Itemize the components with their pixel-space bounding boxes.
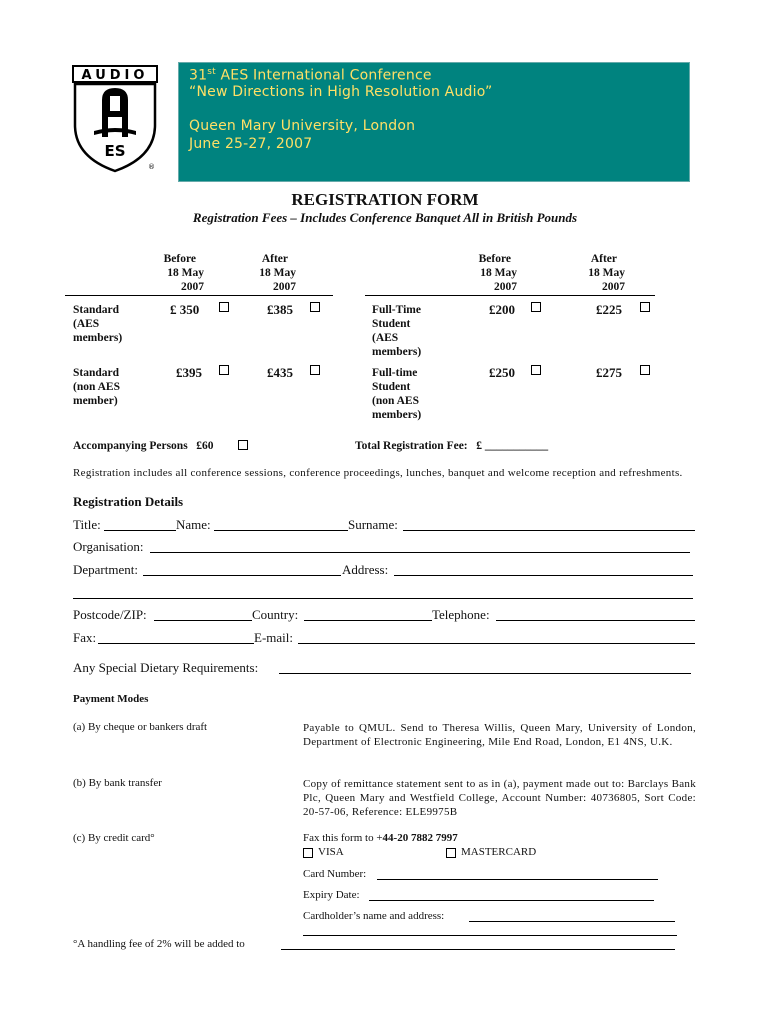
cardholder-field-line-2[interactable] <box>303 922 677 936</box>
name-label: Name: <box>176 517 211 532</box>
department-label: Department: <box>73 562 138 577</box>
fee-student-non-aes-after: £275 <box>596 365 622 380</box>
country-field[interactable] <box>304 607 432 621</box>
logo-top-text: AUDIO <box>81 68 149 83</box>
expiry-date-label: Expiry Date: <box>303 889 360 901</box>
title-label: Title: <box>73 517 101 532</box>
country-label: Country: <box>252 607 299 622</box>
fee-label-standard-non-aes: Standard (non AES member) <box>73 367 120 407</box>
handling-fee-line <box>281 936 675 950</box>
cardholder-label: Cardholder’s name and address: <box>303 910 445 922</box>
total-registration-fee: Total Registration Fee: £ ___________ <box>355 440 549 452</box>
fee-student-aes-before: £200 <box>489 302 515 317</box>
fax-label: Fax: <box>73 630 97 645</box>
credit-card-label: (c) By credit card° <box>73 832 155 844</box>
form-title: REGISTRATION FORM <box>291 190 479 209</box>
checkbox-student-non-aes-after[interactable] <box>640 365 650 375</box>
checkbox-mastercard[interactable] <box>446 848 456 858</box>
address-field-line-2[interactable] <box>73 585 693 599</box>
email-label: E-mail: <box>254 630 293 645</box>
cardholder-field[interactable] <box>469 908 675 922</box>
bank-transfer-label: (b) By bank transfer <box>73 777 162 789</box>
checkbox-student-aes-after[interactable] <box>640 302 650 312</box>
card-number-label: Card Number: <box>303 868 367 880</box>
fee-label-standard-aes: Standard (AES members) <box>73 304 123 344</box>
dietary-field[interactable] <box>279 660 691 674</box>
banner-line-3: Queen Mary University, London <box>189 118 416 134</box>
payment-heading: Payment Modes <box>73 693 149 705</box>
organisation-label: Organisation: <box>73 539 144 554</box>
fee-label-student-aes: Full-Time Student (AES members) <box>372 304 422 358</box>
aes-audio-logo <box>72 65 158 173</box>
dietary-label: Any Special Dietary Requirements: <box>73 660 259 675</box>
fee-standard-aes-after: £385 <box>267 302 293 317</box>
postcode-label: Postcode/ZIP: <box>73 607 147 622</box>
checkbox-student-non-aes-before[interactable] <box>531 365 541 375</box>
left-table-rule <box>65 295 333 296</box>
includes-text: Registration includes all conference sessions, conference proceedings, lunches, banquet and welcome reception and refreshments. <box>73 467 683 479</box>
department-field[interactable] <box>143 562 341 576</box>
right-before-header: Before 18 May 2007 <box>478 253 517 293</box>
checkbox-standard-non-aes-before[interactable] <box>219 365 229 375</box>
surname-field[interactable] <box>403 517 695 531</box>
checkbox-accompanying[interactable] <box>238 440 248 450</box>
name-field[interactable] <box>214 517 348 531</box>
left-after-header: After 18 May 2007 <box>259 253 296 293</box>
fee-standard-non-aes-before: £395 <box>176 365 202 380</box>
fax-field[interactable] <box>98 630 254 644</box>
expiry-date-field[interactable] <box>369 887 654 901</box>
address-label: Address: <box>342 562 389 577</box>
telephone-field[interactable] <box>496 607 695 621</box>
mastercard-label: MASTERCARD <box>461 846 537 858</box>
checkbox-standard-aes-before[interactable] <box>219 302 229 312</box>
fee-student-aes-after: £225 <box>596 302 622 317</box>
right-after-header: After 18 May 2007 <box>588 253 625 293</box>
visa-label: VISA <box>318 846 344 858</box>
checkbox-student-aes-before[interactable] <box>531 302 541 312</box>
fax-number: 44-20 7882 7997 <box>382 832 458 844</box>
logo-bottom-text: ES <box>104 142 126 160</box>
banner-line-1: 31st AES International Conference <box>189 67 432 84</box>
organisation-field[interactable] <box>150 539 690 553</box>
fee-label-student-non-aes: Full-time Student (non AES members) <box>372 367 422 421</box>
title-field[interactable] <box>104 517 176 531</box>
banner-line-4: June 25-27, 2007 <box>189 136 313 152</box>
fee-standard-aes-before: £ 350 <box>170 302 200 317</box>
checkbox-standard-non-aes-after[interactable] <box>310 365 320 375</box>
checkbox-visa[interactable] <box>303 848 313 858</box>
registered-mark: ® <box>148 163 155 171</box>
right-table-rule <box>365 295 655 296</box>
handling-fee-note: °A handling fee of 2% will be added to <box>73 938 245 950</box>
checkbox-standard-aes-after[interactable] <box>310 302 320 312</box>
postcode-field[interactable] <box>154 607 252 621</box>
accompanying-persons-label: Accompanying Persons £60 <box>73 440 214 452</box>
fee-student-non-aes-before: £250 <box>489 365 515 380</box>
details-heading: Registration Details <box>73 494 184 509</box>
fee-standard-non-aes-after: £435 <box>267 365 293 380</box>
cheque-text: Payable to QMUL. Send to Theresa Willis, Queen Mary, University of London, Department of Electronic Engineering, Mile End Road, London, E1 4NS, U.K. <box>303 722 696 748</box>
telephone-label: Telephone: <box>432 607 490 622</box>
fax-form-text: Fax this form to +44-20 7882 7997 <box>303 832 458 844</box>
email-field[interactable] <box>298 630 695 644</box>
conference-banner <box>178 62 690 182</box>
left-before-header: Before 18 May 2007 <box>163 253 204 293</box>
card-number-field[interactable] <box>377 866 658 880</box>
form-subtitle: Registration Fees – Includes Conference Banquet All in British Pounds <box>192 210 578 225</box>
banner-line-2: “New Directions in High Resolution Audio” <box>189 84 493 100</box>
cheque-label: (a) By cheque or bankers draft <box>73 721 208 733</box>
bank-transfer-text: Copy of remittance statement sent to as in (a), payment made out to: Barclays Bank Plc, Queen Mary and Westfield College, Account Number: 40736805, Sort Code: 20-57-06, Reference: ELE9975B <box>303 778 696 818</box>
surname-label: Surname: <box>348 517 398 532</box>
address-field[interactable] <box>394 562 693 576</box>
